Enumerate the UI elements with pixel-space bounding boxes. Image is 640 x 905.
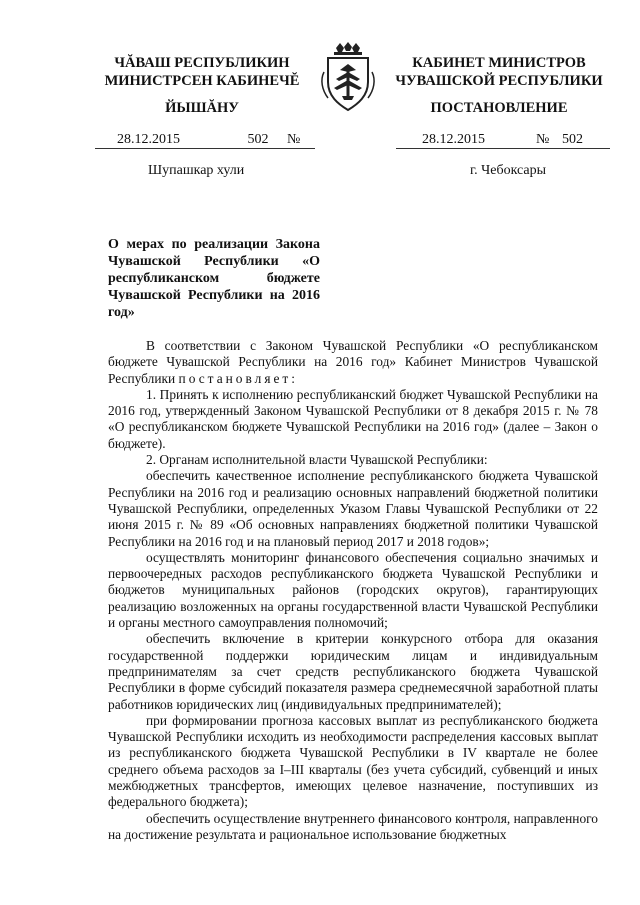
- document-body: [108, 338, 598, 843]
- header-right-line2: ЧУВАШСКОЙ РЕСПУБЛИКИ: [395, 73, 603, 89]
- date-left: 28.12.2015: [117, 132, 180, 147]
- paragraph-7: обеспечить осуществление внутреннего финансового контроля, направленного на достижение результата и рациональное использование бюджетных: [108, 810, 598, 842]
- paragraph-3: обеспечить качественное исполнение республиканского бюджета Чувашской Республики на 2016 год и реализацию основных направлений бюджетной политики Чувашской Республики, определенных Указом Главы Чувашской Республики от 22 июня 2015 г. № 89 «Об основных направлениях бюджетной политики Чувашской Республики на 2016 год и на плановый период 2017 и 2018 годов»;: [108, 468, 598, 549]
- header-left-line1: ЧĂВАШ РЕСПУБЛИКИН: [114, 55, 290, 71]
- cabinet-header-russian: [388, 54, 610, 90]
- number-right: 502: [562, 132, 583, 147]
- paragraph-intro: [108, 338, 598, 387]
- date-number-line-right: [396, 132, 610, 149]
- paragraph-5: обеспечить включение в критерии конкурсного отбора для оказания государственной поддержки юридическим лицам и индивидуальным предпринимателям за счет средств республиканского бюджета Чувашской Республики в форме субсидий показателя размера среднемесячной заработной платы работников юридических лиц (индивидуальных предпринимателей);: [108, 631, 598, 712]
- date-number-line-left: [95, 132, 315, 149]
- number-sign-left: №: [287, 132, 301, 147]
- intro-text: В соответствии с Законом Чувашской Республики «О республиканском бюджете Чувашской Республики на 2016 год» Кабинет Министров Чувашской Республики: [108, 338, 598, 386]
- decree-word: постановляет:: [178, 370, 299, 386]
- header-right-line1: КАБИНЕТ МИНИСТРОВ: [412, 55, 586, 71]
- date-right: 28.12.2015: [422, 132, 485, 147]
- header-left-line2: МИНИСТРСЕН КАБИНЕЧĔ: [104, 73, 300, 89]
- place-russian: г. Чебоксары: [470, 163, 547, 178]
- ministry-header-chuvash: [92, 54, 312, 90]
- doc-type-chuvash: ЙЫШĂНУ: [165, 100, 239, 116]
- number-sign-right: №: [536, 132, 550, 147]
- paragraph-6: при формировании прогноза кассовых выплат из республиканского бюджета Чувашской Республики исходить из необходимости распределения кассовых выплат из республиканского бюджета Чувашской Республики в IV квартале не более среднего объема расходов за I–III кварталы (без учета субсидий, субвенций и иных межбюджетных трансфертов, имеющих целевое назначение, поступивших из федерального бюджета);: [108, 712, 598, 810]
- document-title: О мерах по реализации Закона Чувашской Республики «О республиканском бюджете Чувашской Республики на 2016 год»: [108, 237, 320, 320]
- doc-type-russian: ПОСТАНОВЛЕНИЕ: [430, 100, 568, 116]
- number-left: 502: [247, 132, 269, 147]
- paragraph-4: осуществлять мониторинг финансового обеспечения социально значимых и первоочередных расходов республиканского бюджета Чувашской Республики и бюджетов муниципальных районов (городских округов), гарантирующих реализацию возложенных на органы государственной власти Чувашской Республики и органы местного самоуправления полномочий;: [108, 549, 598, 631]
- place-chuvash: Шупашкар хули: [148, 163, 245, 178]
- paragraph-1: 1. Принять к исполнению республиканский бюджет Чувашской Республики на 2016 год, утвержденный Законом Чувашской Республики от 8 декабря 2015 г. № 78 «О республиканском бюджете Чувашской Республики на 2016 год» (далее – Закон о бюджете).: [108, 386, 598, 451]
- paragraph-2: 2. Органам исполнительной власти Чувашской Республики:: [146, 452, 488, 468]
- coat-of-arms-icon: [318, 42, 378, 116]
